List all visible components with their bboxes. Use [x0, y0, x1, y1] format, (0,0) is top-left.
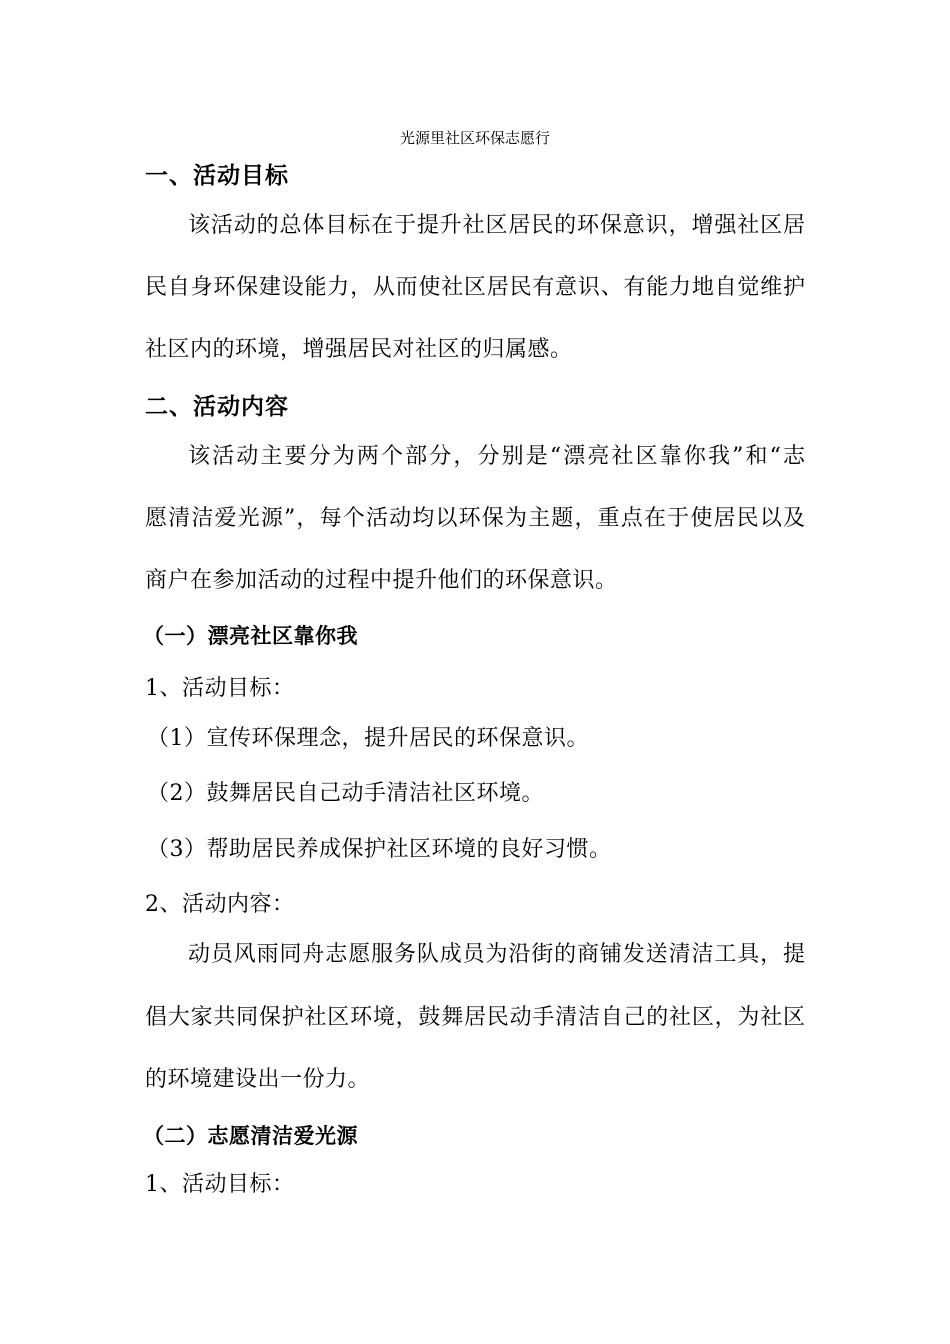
paragraph-line: 该活动主要分为两个部分，分别是“漂亮社区靠你我”和“志	[188, 444, 805, 469]
content-label: 2、活动内容：	[145, 892, 295, 917]
paragraph-line: 的环境建设出一份力。	[145, 1067, 371, 1092]
paragraph-line: 该活动的总体目标在于提升社区居民的环保意识，增强社区居	[188, 213, 805, 238]
goal-item: （1）宣传环保理念，提升居民的环保意识。	[147, 726, 589, 751]
section-heading-goals: 一、活动目标	[145, 162, 289, 189]
document-title: 光源里社区环保志愿行	[399, 129, 550, 147]
paragraph-line: 动员风雨同舟志愿服务队成员为沿街的商铺发送清洁工具，提	[188, 942, 805, 967]
subsection-heading-part1: （一）漂亮社区靠你我	[143, 623, 358, 648]
section-heading-content: 二、活动内容	[145, 393, 289, 420]
goal-item: （3）帮助居民养成保护社区环境的良好习惯。	[147, 837, 612, 862]
goal-item: （2）鼓舞居民自己动手清洁社区环境。	[147, 781, 544, 806]
paragraph-line: 倡大家共同保护社区环境，鼓舞居民动手清洁自己的社区，为社区	[145, 1005, 805, 1030]
goal-label: 1、活动目标：	[145, 676, 295, 701]
paragraph-line: 愿清洁爱光源”，每个活动均以环保为主题，重点在于使居民以及	[145, 506, 805, 531]
subsection-heading-part2: （二）志愿清洁爱光源	[143, 1123, 358, 1148]
paragraph-line: 社区内的环境，增强居民对社区的归属感。	[145, 337, 573, 362]
paragraph-line: 民自身环保建设能力，从而使社区居民有意识、有能力地自觉维护	[145, 275, 805, 300]
paragraph-line: 商户在参加活动的过程中提升他们的环保意识。	[145, 568, 618, 593]
goal-label: 1、活动目标：	[145, 1172, 295, 1197]
